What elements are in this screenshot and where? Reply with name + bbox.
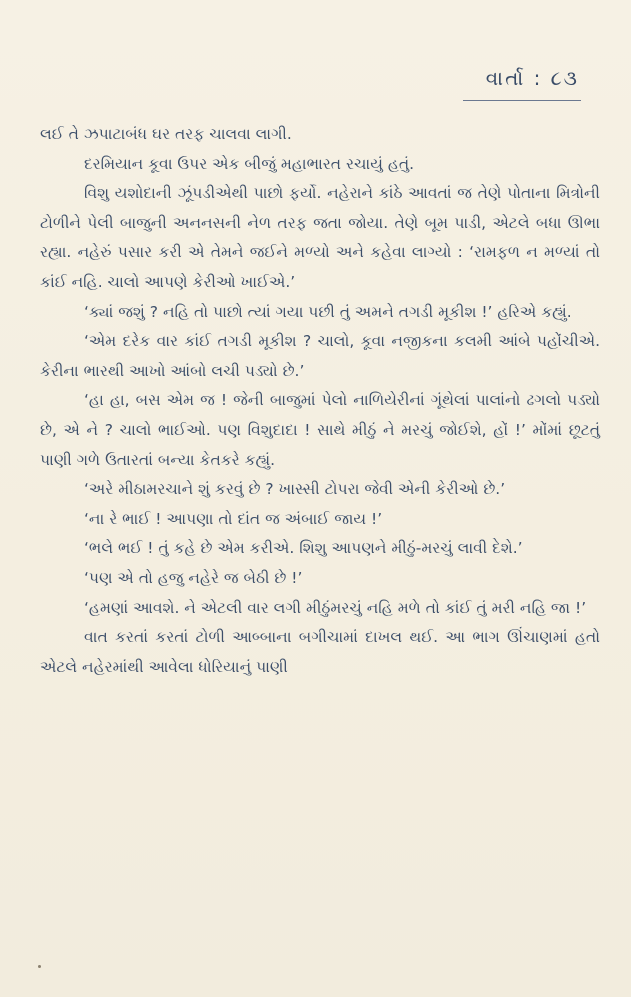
paragraph-7: ‘અરે મીઠામરચાને શું કરવું છે ? ખાસ્સી ટોપરા જેવી એની કેરીઓ છે.’: [84, 480, 506, 499]
paragraph-12: વાત કરતાં કરતાં ટોળી આબ્બાના બગીચામાં દાખલ થઈ. આ ભાગ ઊંચાણમાં હતો એટલે નહેરમાંથી આવેલા ધોરિયાનું પાણી: [40, 628, 600, 676]
paragraph-4: ‘ક્યાં જશું ? નહિ તો પાછો ત્યાં ગયા પછી તું અમને તગડી મૂકીશ !’ હરિએ કહ્યું.: [84, 302, 572, 321]
page-header: વાર્તા : ૮૩: [485, 66, 579, 90]
header-underline: [463, 100, 581, 101]
page-body: [40, 120, 600, 682]
print-speck: [38, 965, 41, 968]
paragraph-6: ‘હા હા, બસ એમ જ ! જેની બાજુમાં પેલો નાળિયેરીનાં ગૂંથેલાં પાલાંનો ઢગલો પડ્યો છે, એ ને ? ચાલો ભાઈઓ. પણ વિશુદાદા ! સાથે મીઠું ને મરચું જોઈશે, હોં !’ મોંમાં છૂટતું પાણી ગળે ઉતારતાં બન્યા કેતકરે કહ્યું.: [40, 391, 600, 469]
paragraph-9: ‘ભલે ભઈ ! તું કહે છે એમ કરીએ. શિશુ આપણને મીઠું-મરચું લાવી દેશે.’: [84, 539, 523, 558]
paragraph-10: ‘પણ એ તો હજુ નહેરે જ બેઠી છે !’: [84, 568, 303, 587]
paragraph-5: ‘એમ દરેક વાર કાંઈ તગડી મૂકીશ ? ચાલો, કૂવા નજીકના કલમી આંબે પહોંચીએ. કેરીના ભારથી આખો આંબો લચી પડ્યો છે.’: [40, 332, 600, 380]
paragraph-1: લઈ તે ઝપાટાબંધ ઘર તરફ ચાલવા લાગી.: [40, 125, 292, 143]
paragraph-8: ‘ના રે ભાઈ ! આપણા તો દાંત જ અંબાઈ જાય !’: [84, 509, 383, 528]
paragraph-3: વિશુ યશોદાની ઝૂંપડીએથી પાછો ફર્યો. નહેરાને કાંઠે આવતાં જ તેણે પોતાના મિત્રોની ટોળીને પેલી બાજુની અનનસની નેળ તરફ જતા જોયા. તેણે બૂમ પાડી, એટલે બધા ઊભા રહ્યા. નહેરું પસાર કરી એ તેમને જઈને મળ્યો અને કહેવા લાગ્યો : ‘રામફળ ન મળ્યાં તો કાંઈ નહિ. ચાલો આપણે કેરીઓ ખાઈએ.’: [40, 184, 600, 291]
paragraph-11: ‘હમણાં આવશે. ને એટલી વાર લગી મીઠુંમરચું નહિ મળે તો કાંઈ તું મરી નહિ જા !’: [84, 598, 587, 617]
paragraph-2: દરમિયાન કૂવા ઉપર એક બીજું મહાભારત રચાયું હતું.: [84, 154, 415, 173]
